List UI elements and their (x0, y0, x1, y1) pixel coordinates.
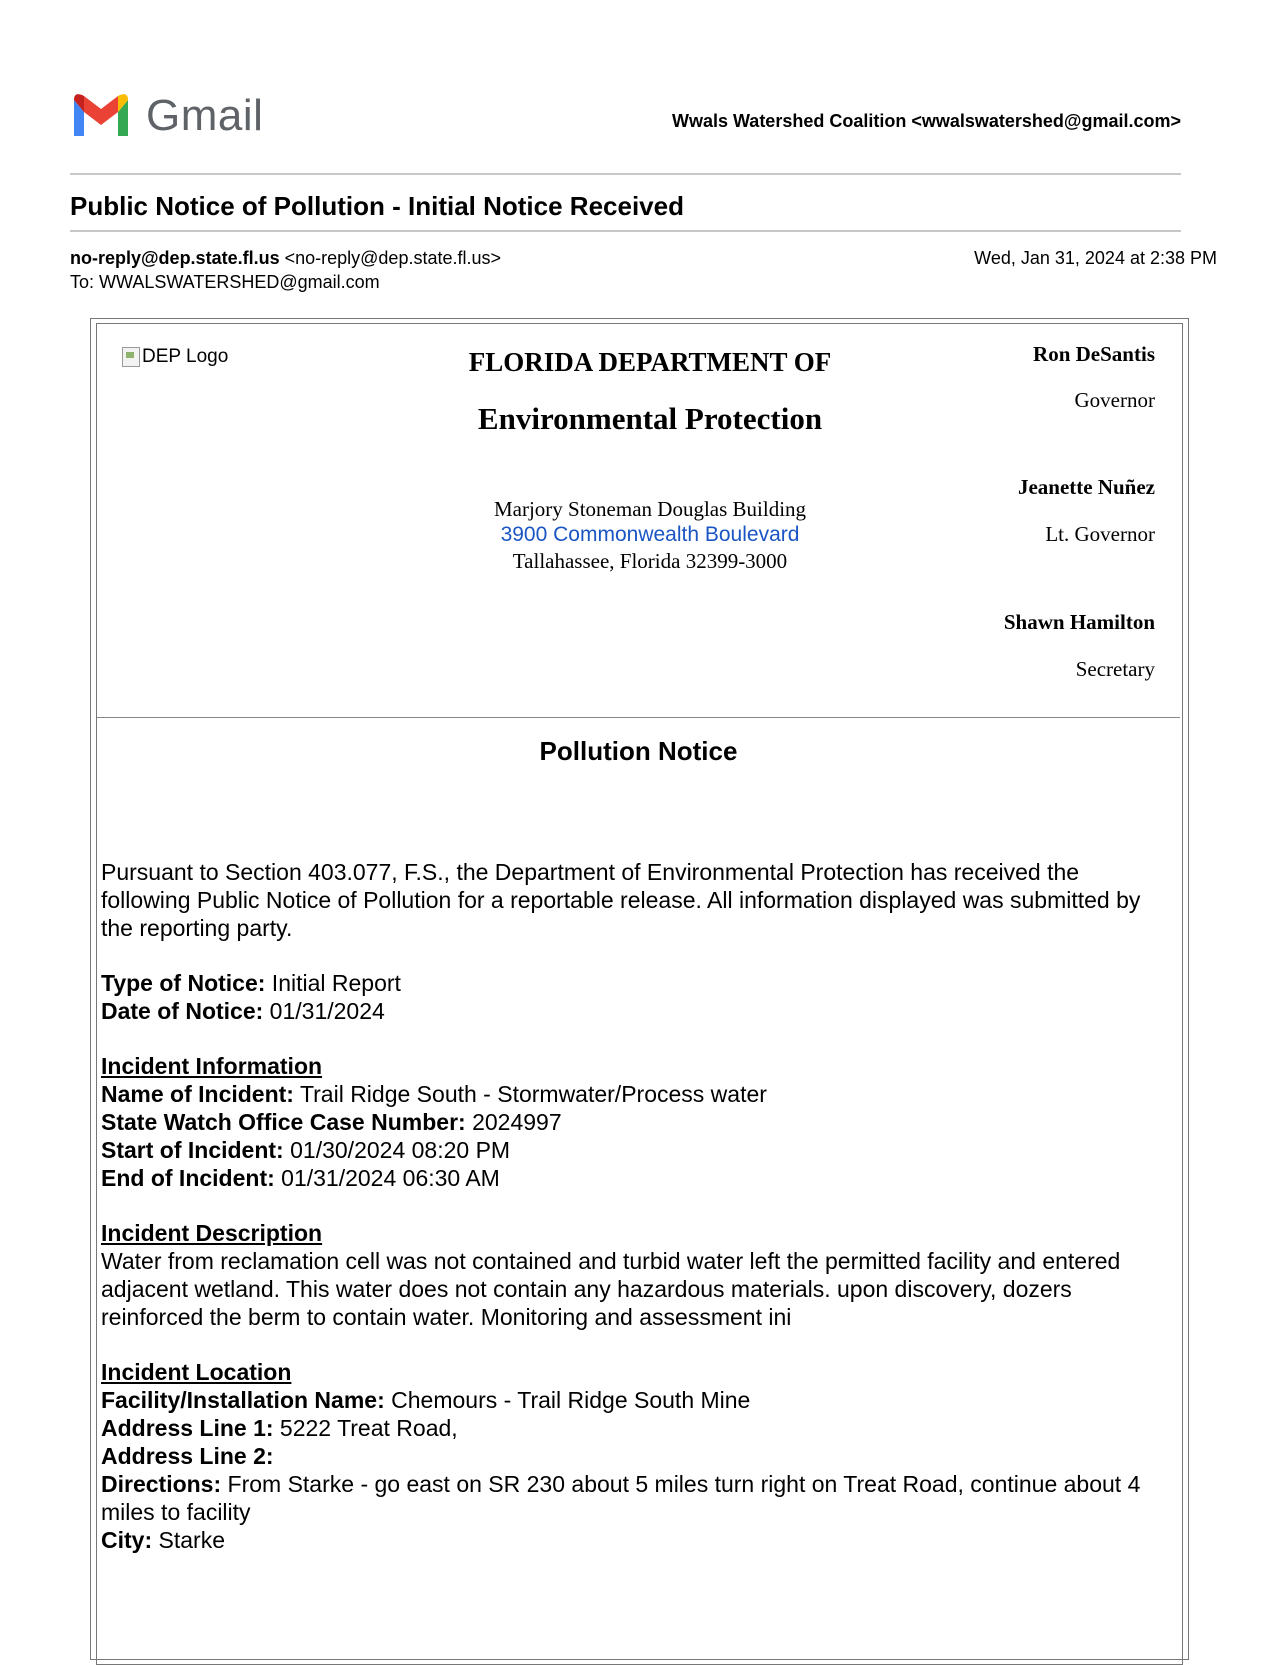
letterhead-divider (97, 717, 1180, 718)
email-date: Wed, Jan 31, 2024 at 2:38 PM (974, 248, 1217, 268)
account-label: Wwals Watershed Coalition <wwalswatershed@gmail.com> (671, 111, 1181, 131)
city: City: Starke (101, 1527, 225, 1553)
gmail-wordmark: Gmail (146, 91, 264, 140)
notice-body (101, 858, 1161, 1554)
subject-divider (70, 230, 1181, 232)
section-heading-incident-location: Incident Location (101, 1359, 292, 1385)
sender-address: <no-reply@dep.state.fl.us> (284, 248, 502, 268)
official-name: Jeanette Nuñez (1017, 475, 1155, 499)
email-subject: Public Notice of Pollution - Initial Notice Received (70, 191, 684, 221)
address-line-1: Address Line 1: 5222 Treat Road, (101, 1415, 458, 1441)
directions: Directions: From Starke - go east on SR 230 about 5 miles turn right on Treat Road, continue about 4 miles to facility (101, 1471, 1141, 1525)
header-divider (70, 173, 1181, 175)
department-name-line1: FLORIDA DEPARTMENT OF (468, 347, 832, 377)
dep-logo (122, 345, 228, 369)
official-name: Ron DeSantis (1033, 342, 1155, 366)
official-title: Lt. Governor (1045, 522, 1155, 546)
department-name-line2: Environmental Protection (477, 401, 823, 436)
broken-image-icon (122, 347, 140, 367)
address-line-2: Address Line 2: (101, 1443, 274, 1469)
case-number: State Watch Office Case Number: 2024997 (101, 1109, 562, 1135)
notice-type: Type of Notice: Initial Report (101, 970, 401, 996)
section-heading-incident-description: Incident Description (101, 1220, 323, 1246)
incident-name: Name of Incident: Trail Ridge South - Stormwater/Process water (101, 1081, 767, 1107)
incident-description: Water from reclamation cell was not contained and turbid water left the permitted facility and entered adjacent wetland. This water does not contain any hazardous materials. upon discovery, dozers reinforced the berm to contain water. Monitoring and assessment ini (101, 1248, 1121, 1330)
notice-intro: Pursuant to Section 403.077, F.S., the Department of Environmental Protection has received the following Public Notice of Pollution for a reportable release. All information displayed was submitted by the reporting party. (101, 859, 1141, 941)
sender-line (70, 247, 501, 269)
address-building: Marjory Stoneman Douglas Building (493, 497, 807, 521)
section-heading-incident-information: Incident Information (101, 1053, 323, 1079)
address-street-link[interactable]: 3900 Commonwealth Boulevard (500, 523, 800, 546)
official-title: Governor (1074, 388, 1155, 412)
incident-start: Start of Incident: 01/30/2024 08:20 PM (101, 1137, 511, 1163)
address-city: Tallahassee, Florida 32399-3000 (512, 549, 788, 573)
dep-logo-alt: DEP Logo (142, 346, 229, 367)
official-name: Shawn Hamilton (1003, 610, 1155, 634)
sender-name: no-reply@dep.state.fl.us (70, 248, 280, 268)
recipient-line: To: WWALSWATERSHED@gmail.com (70, 272, 380, 292)
notice-date: Date of Notice: 01/31/2024 (101, 998, 385, 1024)
official-title: Secretary (1075, 657, 1155, 681)
facility-name: Facility/Installation Name: Chemours - Trail Ridge South Mine (101, 1387, 751, 1413)
incident-end: End of Incident: 01/31/2024 06:30 AM (101, 1165, 500, 1191)
gmail-logo-icon (70, 92, 132, 140)
notice-title: Pollution Notice (539, 736, 738, 766)
